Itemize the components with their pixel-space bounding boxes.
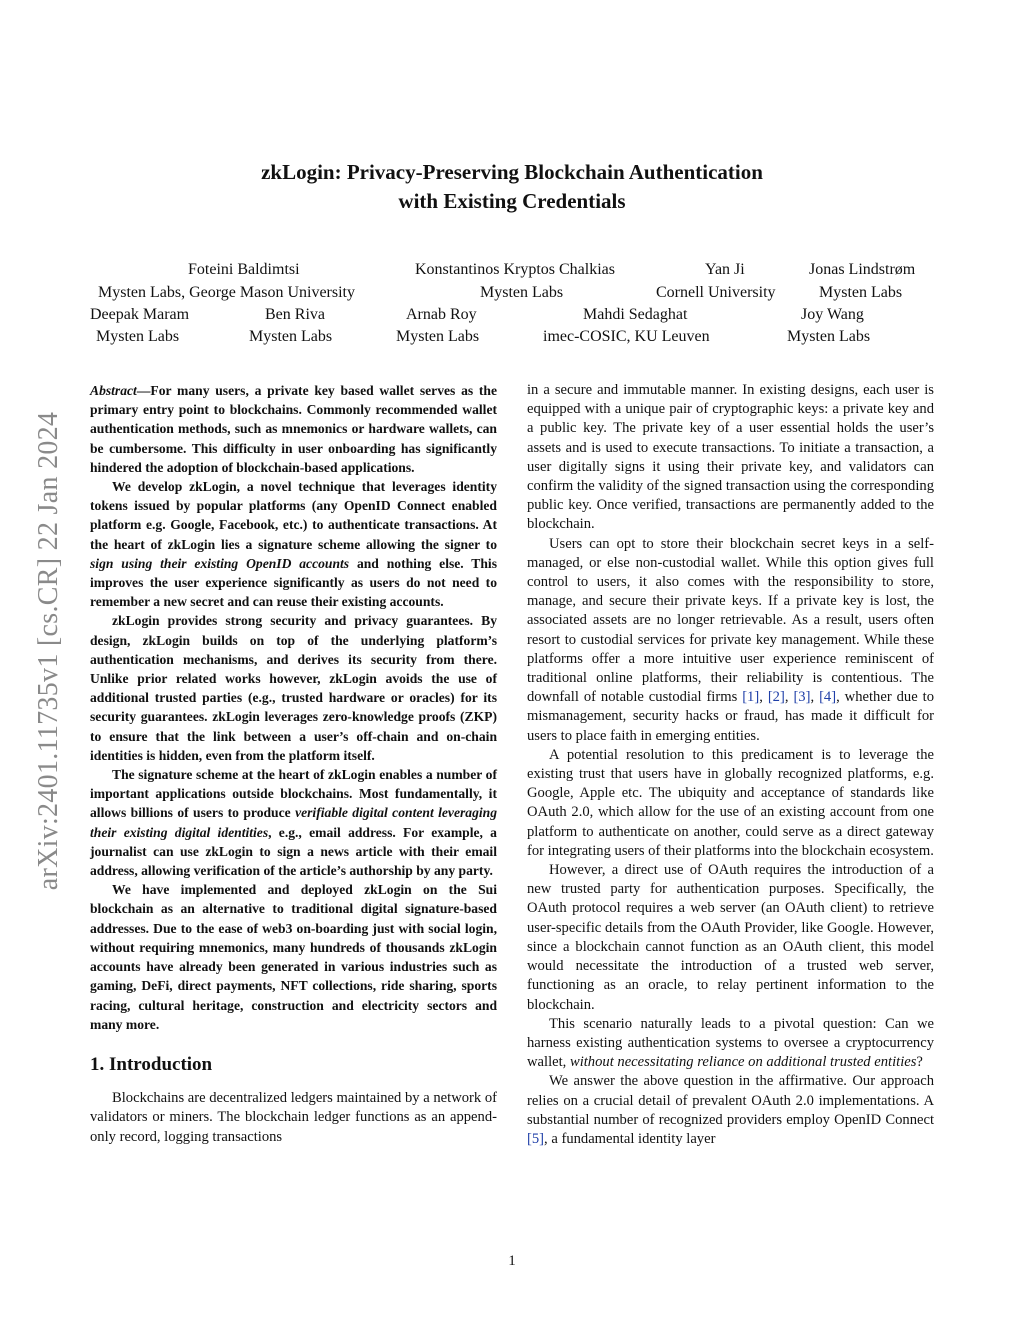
author-name: Jonas Lindstrøm — [809, 261, 916, 278]
body-paragraph: We answer the above question in the affirmative. Our approach relies on a crucial detail of prevalent OAuth 2.0 implementations. A substantial number of recognized providers employ OpenID Connect [5], a fundamental identity layer — [527, 1073, 934, 1147]
arxiv-identifier-stamp: arXiv:2401.11735v1 [cs.CR] 22 Jan 2024 — [33, 411, 64, 891]
author-name: Yan Ji — [705, 261, 745, 278]
abstract-paragraph: We have implemented and deployed zkLogin on the Sui blockchain as an alternative to traditional digital signature-based addresses. Due to the ease of web3 on-boarding just with social login, without requiring mnemonics, many hundreds of thousands zkLogin accounts have already been generated in various industries such as gaming, DeFi, direct payments, NFT collections, ride sharing, sports racing, cultural heritage, construction and electricity sectors and many more. — [90, 882, 497, 1032]
author-affiliations-row-2 — [0, 328, 1024, 350]
author-affiliation: Mysten Labs — [480, 284, 564, 301]
citation-link[interactable]: [4] — [819, 689, 837, 706]
author-affiliation: Mysten Labs — [819, 284, 903, 301]
abstract — [90, 381, 497, 1034]
left-column — [90, 381, 497, 1147]
body-paragraph: A potential resolution to this predicament is to leverage the existing trust that users have in globally recognized platforms, e.g. Google, Apple etc. The ubiquity and acceptance of standards like OAuth 2.0, which allow for the use of an existing account from one platform to authenticate on another, could serve as a direct gateway for integrating users of their platforms into the blockchain ecosystem. — [527, 746, 934, 859]
abstract-paragraph: The signature scheme at the heart of zkLogin enables a number of important applications outside blockchains. Most fundamentally, it allows billions of users to produce verifiable digital content leveraging their existing digital identities, e.g., email address. For example, a journalist can use zkLogin to sign a news article with their email address, allowing verification of the article’s authorship by any party. — [90, 767, 498, 879]
author-name: Konstantinos Kryptos Chalkias — [415, 261, 615, 278]
author-affiliation: Mysten Labs — [396, 328, 480, 345]
abstract-paragraph: Abstract—For many users, a private key based wallet serves as the primary entry point to blockchains. Commonly recommended wallet authentication methods, such as mnemonics or hardware wallets, can be cumbersome. This difficulty in user onboarding has significantly hindered the adoption of blockchain-based applications. — [90, 383, 497, 475]
author-name: Joy Wang — [801, 306, 864, 323]
title-line-1: zkLogin: Privacy-Preserving Blockchain Authentication — [261, 160, 763, 184]
author-names-row-1 — [0, 261, 1024, 283]
author-name: Arnab Roy — [406, 306, 477, 323]
citation-link[interactable]: [3] — [793, 689, 811, 706]
body-paragraph: Blockchains are decentralized ledgers maintained by a network of validators or miners. The blockchain ledger functions as an append-only record, logging transactions — [90, 1090, 497, 1145]
body-paragraph: However, a direct use of OAuth requires the introduction of a new trusted party for authentication purposes. Specifically, the OAuth protocol requires a web server (an OAuth client) to retrieve user-specific details from the OAuth Provider, like Google. However, since a blockchain cannot function as an OAuth client, this model would necessitate the introduction of a trusted web server, functioning as an oracle, to relay pertinent information to the blockchain. — [527, 862, 934, 1013]
author-names-row-2 — [0, 306, 1024, 328]
body-paragraph: in a secure and immutable manner. In existing designs, each user is equipped with a unique pair of cryptographic keys: a private key and a public key. The private key of a user essential holds the user’s assets and is used to execute transactions. To initiate a transaction, a user digitally signs it using their private key, and validators can confirm the validity of the signed transaction using the corresponding public key. Once verified, transactions are permanently added to the blockchain. — [527, 382, 934, 533]
author-affiliation: Mysten Labs — [249, 328, 333, 345]
author-affiliation: Cornell University — [656, 284, 776, 301]
author-name: Deepak Maram — [90, 306, 190, 323]
author-affiliation: Mysten Labs — [96, 328, 180, 345]
body-paragraph: Users can opt to store their blockchain secret keys in a self-managed, or else non-custodial wallet. While this option gives full control to users, it also comes with the responsibility to store, manage, and secure their private keys. If a private key is lost, the associated assets are no longer retrievable. As a result, users often resort to custodial services for private key management. While these platforms offer a more intuitive user experience reminiscent of traditional online platforms, their reliability is contentious. The downfall of notable custodial firms [1], [2], [3], [4], whether due to mismanagement, security hacks or fraud, has made it difficult for users to place faith in emerging entities. — [527, 535, 934, 744]
abstract-paragraph: We develop zkLogin, a novel technique that leverages identity tokens issued by popular platforms (any OpenID Connect enabled platform e.g. Google, Facebook, etc.) to authenticate transactions. At the heart of zkLogin lies a signature scheme allowing the signer to sign using their existing OpenID accounts and nothing else. This improves the user experience significantly as users do not need to remember a new secret and can reuse their existing accounts. — [90, 479, 497, 610]
abstract-label: Abstract — [90, 383, 137, 398]
title-line-2: with Existing Credentials — [398, 189, 626, 213]
author-name: Mahdi Sedaghat — [583, 306, 688, 323]
citation-link[interactable]: [5] — [527, 1130, 545, 1147]
section-heading-introduction: 1. Introduction — [90, 1053, 213, 1075]
citation-link[interactable]: [2] — [767, 689, 785, 706]
paper-title — [0, 158, 1024, 216]
page-number: 1 — [508, 1253, 516, 1269]
citation-link[interactable]: [1] — [742, 689, 760, 706]
author-name: Foteini Baldimtsi — [188, 261, 300, 278]
right-column — [527, 381, 934, 1149]
author-name: Ben Riva — [265, 306, 325, 323]
author-affiliation: Mysten Labs — [787, 328, 871, 345]
body-paragraph: This scenario naturally leads to a pivotal question: Can we harness existing authentication systems to oversee a cryptocurrency wallet, without necessitating reliance on additional trusted entities? — [527, 1015, 934, 1071]
author-affiliation: imec-COSIC, KU Leuven — [543, 328, 710, 345]
author-affiliation: Mysten Labs, George Mason University — [98, 284, 355, 301]
abstract-paragraph: zkLogin provides strong security and privacy guarantees. By design, zkLogin builds on top of the underlying platform’s authentication mechanisms, and derives its security from there. Unlike prior related works however, zkLogin avoids the use of additional trusted parties (e.g., trusted hardware or oracles) for its security guarantees. zkLogin leverages zero-knowledge proofs (ZKP) to ensure that the link between a user’s off-chain and on-chain identities is hidden, even from the platform itself. — [90, 613, 497, 763]
author-affiliations-row-1 — [0, 284, 1024, 306]
